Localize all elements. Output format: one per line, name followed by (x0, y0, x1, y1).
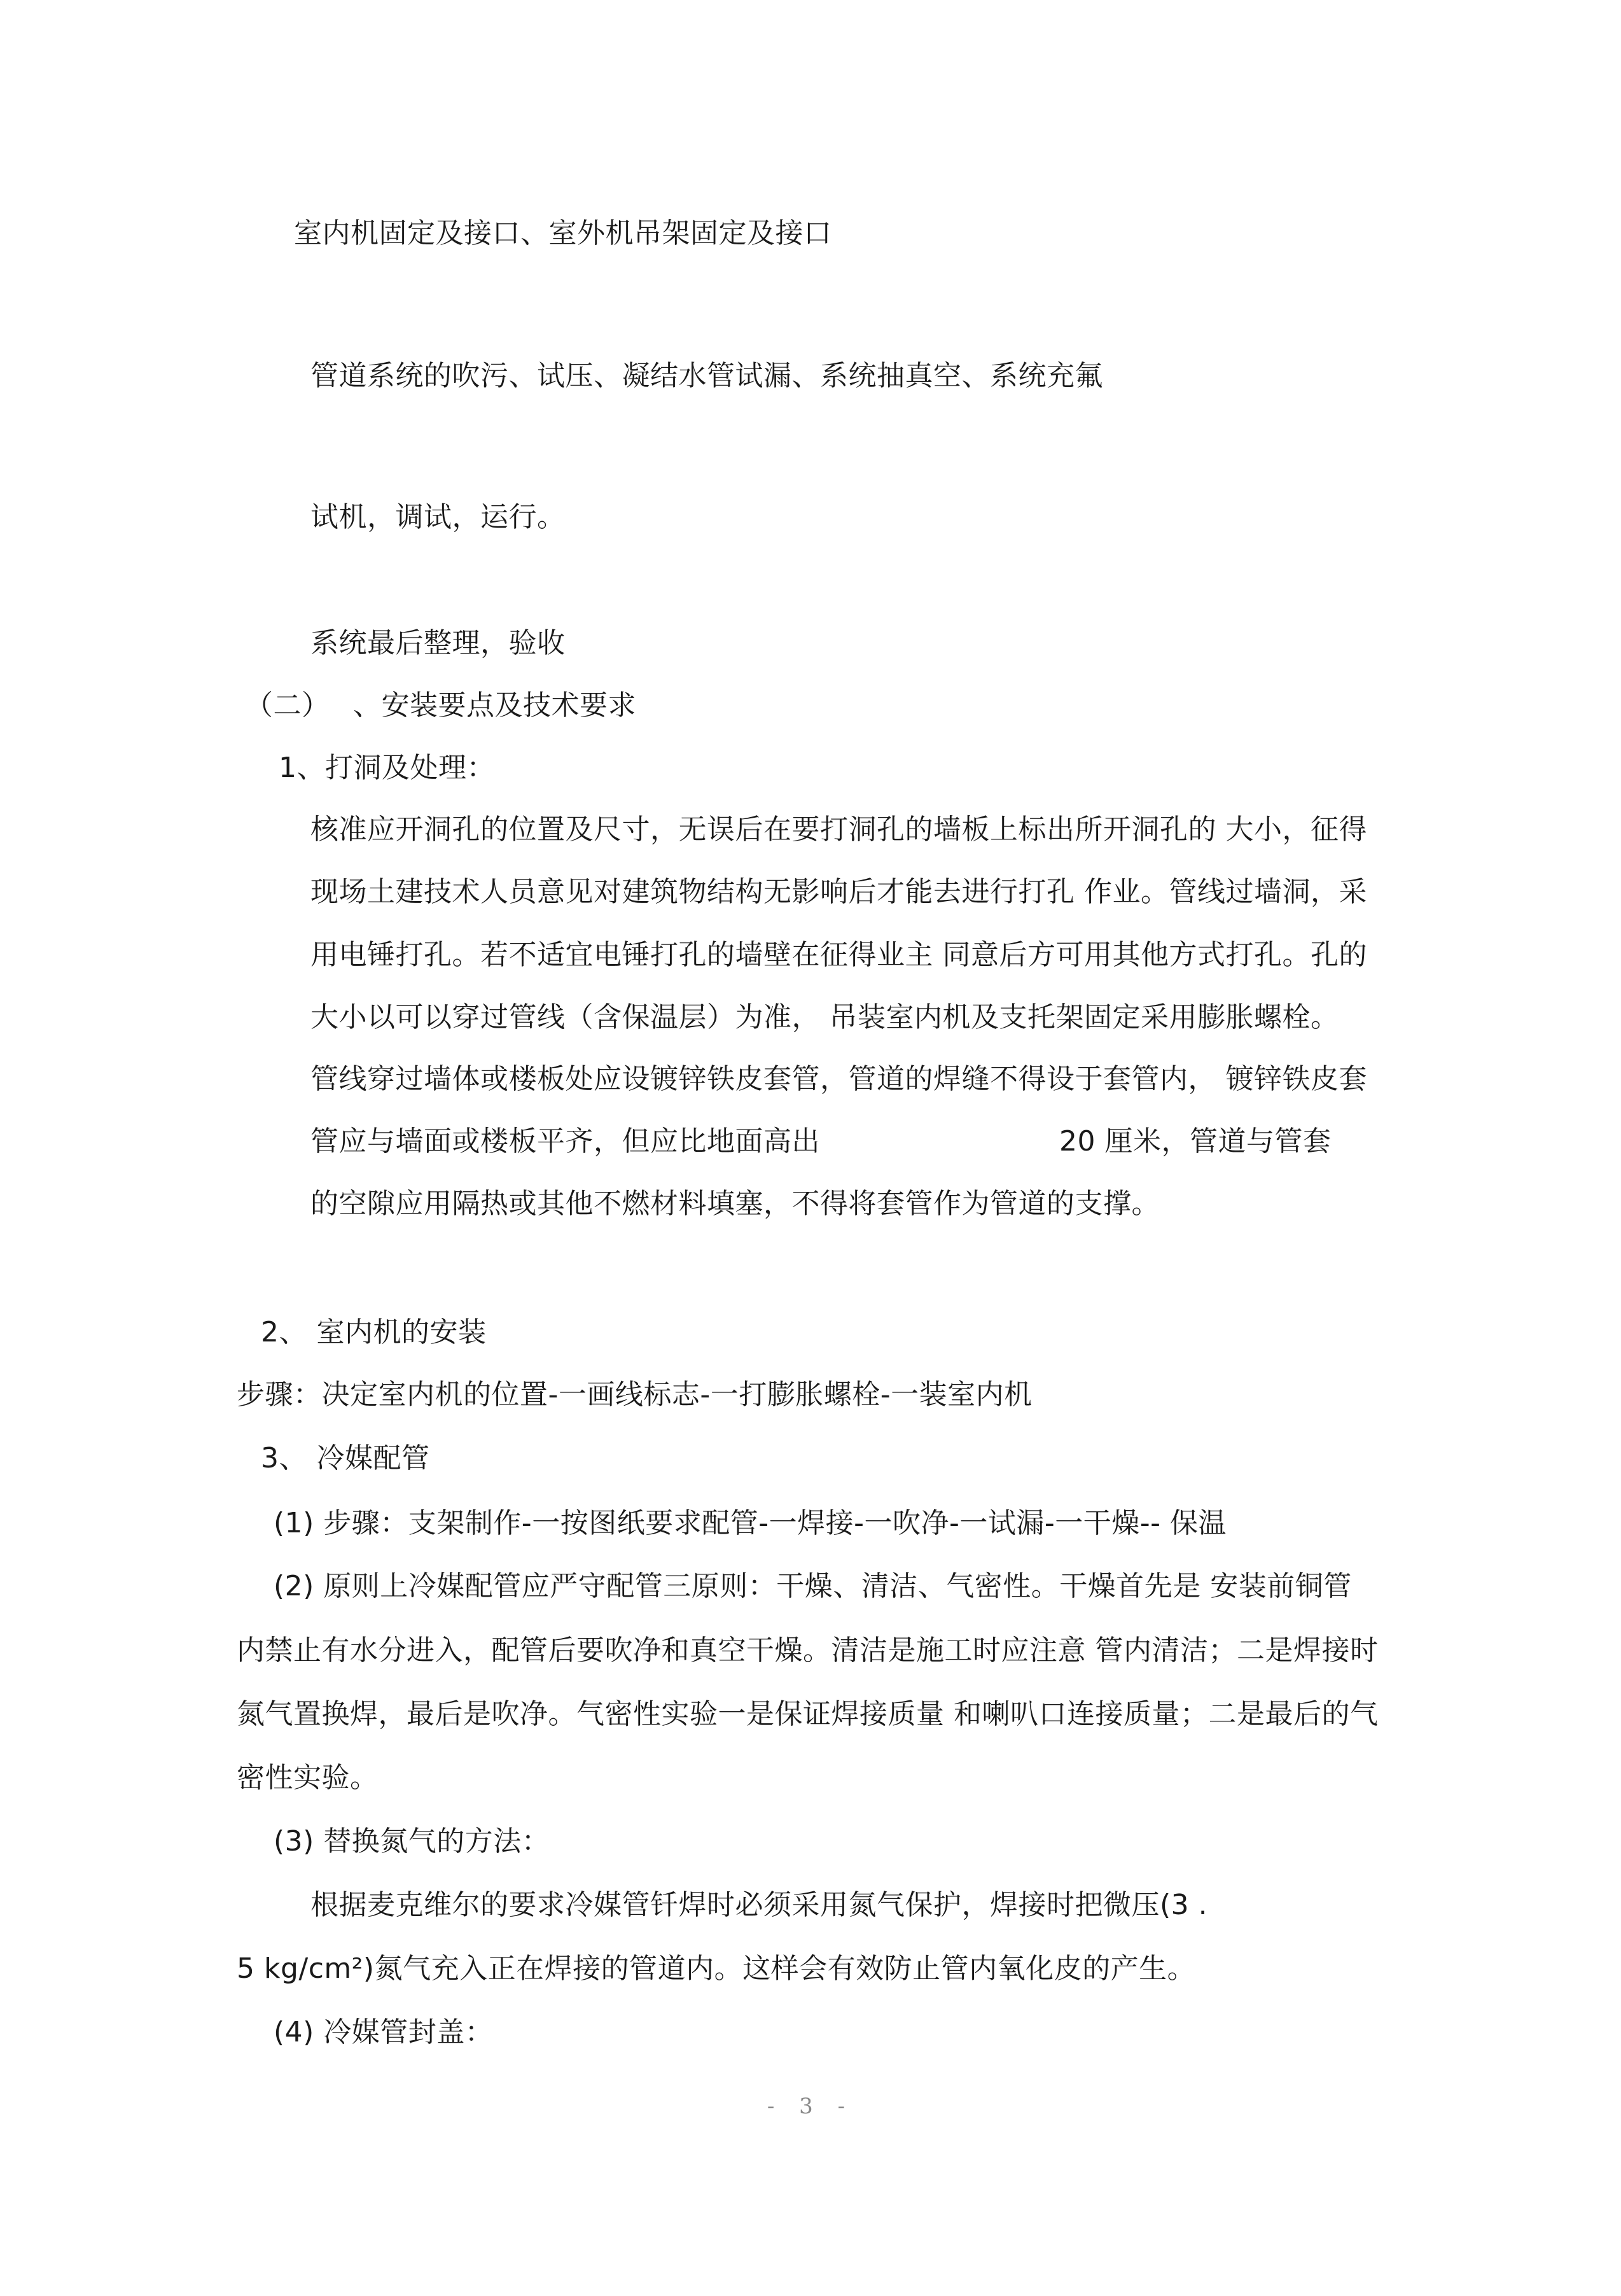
paragraph-nitrogen-line-1: 根据麦克维尔的要求冷媒管钎焊时必须采用氮气保护，焊接时把微压(3 . (310, 1889, 1208, 1921)
section-title: 、安装要点及技术要求 (353, 689, 636, 722)
paragraph-principles-line-4: 密性实验。 (237, 1761, 379, 1794)
step-line-1: 室内机固定及接口、室外机吊架固定及接口 (294, 217, 832, 249)
paragraph-drilling-line-6a: 管应与墙面或楼板平齐，但应比地面高出 (310, 1125, 820, 1158)
step-line-4: 系统最后整理，验收 (310, 627, 566, 659)
heading-indoor-unit: 2、 室内机的安装 (261, 1316, 487, 1348)
page-number: - 3 - (767, 2094, 854, 2119)
heading-nitrogen-method: (3) 替换氮气的方法： (274, 1825, 550, 1858)
paragraph-principles-line-2: 内禁止有水分进入，配管后要吹净和真空干燥。清洁是施工时应注意 管内清洁；二是焊接时 (237, 1634, 1379, 1667)
section-number: （二） (245, 689, 330, 722)
paragraph-drilling-line-2: 现场土建技术人员意见对建筑物结构无影响后才能去进行打孔 作业。管线过墙洞，采 (310, 876, 1367, 908)
paragraph-nitrogen-line-2: 5 kg/cm²)氮气充入正在焊接的管道内。这样会有效防止管内氧化皮的产生。 (237, 1952, 1196, 1985)
heading-refrigerant-piping: 3、 冷媒配管 (261, 1442, 430, 1474)
paragraph-drilling-line-5: 管线穿过墙体或楼板处应设镀锌铁皮套管，管道的焊缝不得设于套管内， 镀锌铁皮套 (310, 1063, 1367, 1095)
paragraph-drilling-line-1: 核准应开洞孔的位置及尺寸，无误后在要打洞孔的墙板上标出所开洞孔的 大小，征得 (310, 813, 1367, 846)
paragraph-indoor-steps: 步骤：决定室内机的位置-一画线标志-一打膨胀螺栓-一装室内机 (237, 1378, 1033, 1411)
paragraph-drilling-line-7: 的空隙应用隔热或其他不燃材料填塞，不得将套管作为管道的支撑。 (310, 1187, 1160, 1220)
step-line-2: 管道系统的吹污、试压、凝结水管试漏、系统抽真空、系统充氟 (310, 360, 1103, 392)
step-line-3: 试机，调试，运行。 (310, 501, 566, 533)
paragraph-drilling-line-6b: 20 厘米，管道与管套 (1059, 1125, 1332, 1158)
heading-drilling: 1、打洞及处理： (279, 752, 495, 784)
paragraph-piping-steps: (1) 步骤：支架制作-一按图纸要求配管-一焊接-一吹净-一试漏-一干燥-- 保温 (274, 1507, 1227, 1539)
paragraph-principles-line-3: 氮气置换焊，最后是吹净。气密性实验一是保证焊接质量 和喇叭口连接质量；二是最后的气 (237, 1698, 1379, 1730)
paragraph-principles-line-1: (2) 原则上冷媒配管应严守配管三原则：干燥、清洁、气密性。干燥首先是 安装前铜管 (274, 1570, 1352, 1602)
paragraph-drilling-line-3: 用电锤打孔。若不适宜电锤打孔的墙壁在征得业主 同意后方可用其他方式打孔。孔的 (310, 939, 1367, 971)
heading-pipe-capping: (4) 冷媒管封盖： (274, 2016, 494, 2048)
paragraph-drilling-line-4: 大小以可以穿过管线（含保温层）为准， 吊装室内机及支托架固定采用膨胀螺栓。 (310, 1001, 1339, 1033)
